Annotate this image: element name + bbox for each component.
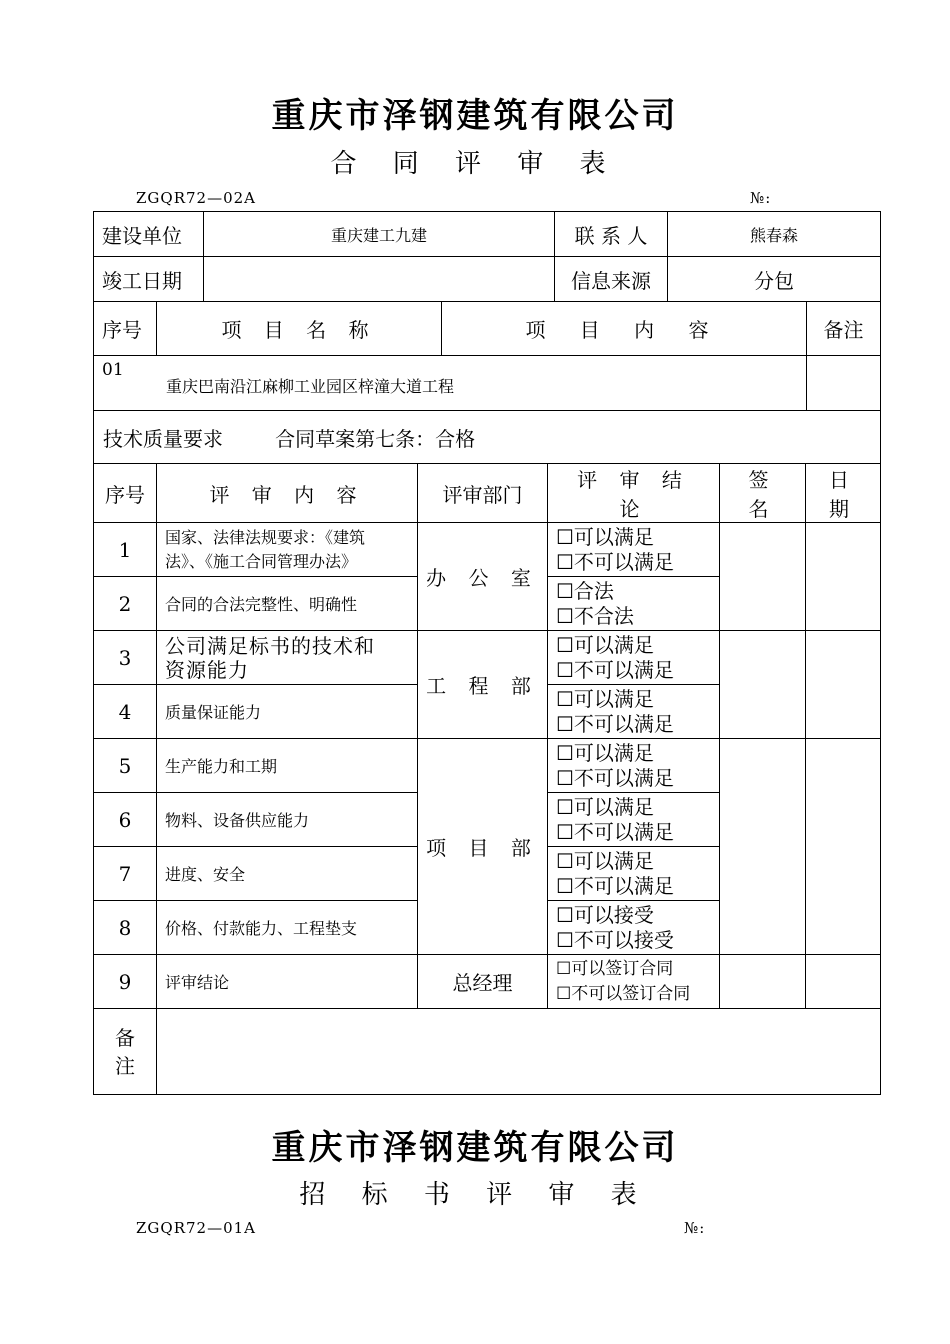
conclusion-options[interactable]: [548, 685, 720, 739]
project-remark-label: 备注: [807, 302, 881, 356]
checkbox-option[interactable]: ☐可以满足: [556, 848, 654, 873]
row-number: 6: [94, 793, 157, 847]
checkbox-option[interactable]: ☐不合法: [556, 603, 634, 628]
row-number: 8: [94, 901, 157, 955]
checkbox-option[interactable]: ☐不可以满足: [556, 549, 674, 574]
row-number: 9: [94, 955, 157, 1009]
conclusion-options[interactable]: [548, 955, 720, 1009]
project-name-label: 项 目 名 称: [157, 302, 442, 356]
table-row: [94, 523, 881, 577]
date-cell[interactable]: [806, 631, 881, 739]
review-item: 进度、安全: [157, 847, 418, 901]
conclusion-options[interactable]: [548, 523, 720, 577]
conclusion-options[interactable]: [548, 577, 720, 631]
footer-number-label: №:: [684, 1219, 706, 1237]
checkbox-option[interactable]: ☐可以满足: [556, 632, 654, 657]
conclusion-options[interactable]: [548, 631, 720, 685]
review-content-header: 评 审 内 容: [157, 464, 418, 523]
review-item: 质量保证能力: [157, 685, 418, 739]
footer-form-code: ZGQR72—01A: [136, 1219, 257, 1237]
sign-cell[interactable]: [720, 523, 806, 631]
remarks-content[interactable]: [157, 1009, 881, 1095]
form-title: 合 同 评 审 表: [330, 149, 620, 179]
review-item: 合同的合法完整性、明确性: [157, 577, 418, 631]
review-item: 公司满足标书的技术和 资源能力: [157, 631, 418, 685]
review-seq-header: 序号: [94, 464, 157, 523]
checkbox-option[interactable]: ☐不可以满足: [556, 711, 674, 736]
checkbox-option[interactable]: ☐不可以满足: [556, 765, 674, 790]
date-cell[interactable]: [806, 955, 881, 1009]
completion-date-label: 竣工日期: [94, 257, 204, 302]
company-title: 重庆市泽钢建筑有限公司: [271, 96, 679, 136]
conclusion-options[interactable]: [548, 793, 720, 847]
project-row: [94, 356, 807, 411]
contact-value[interactable]: 熊春森: [668, 212, 881, 257]
conclusion-options[interactable]: [548, 901, 720, 955]
checkbox-option[interactable]: ☐不可以接受: [556, 927, 674, 952]
construction-unit-label: 建设单位: [94, 212, 204, 257]
review-item: 评审结论: [157, 955, 418, 1009]
review-date-header: 日 期: [806, 464, 881, 523]
tech-row: [94, 411, 881, 464]
date-cell[interactable]: [806, 523, 881, 631]
project-seq-label: 序号: [94, 302, 157, 356]
review-item: 国家、法律法规要求：《建筑 法》、《施工合同管理办法》: [157, 523, 418, 577]
review-item: 价格、付款能力、工程垫支: [157, 901, 418, 955]
info-source-value[interactable]: 分包: [668, 257, 881, 302]
row-number: 3: [94, 631, 157, 685]
conclusion-options[interactable]: [548, 739, 720, 793]
project-table: [93, 301, 881, 464]
project-name[interactable]: 重庆巴南沿江麻柳工业园区梓潼大道工程: [166, 377, 455, 396]
tech-label: 技术质量要求: [103, 426, 223, 451]
checkbox-option[interactable]: ☐不可以满足: [556, 657, 674, 682]
review-sign-header: 签 名: [720, 464, 806, 523]
checkbox-option[interactable]: ☐可以满足: [556, 524, 654, 549]
completion-date-value[interactable]: [204, 257, 555, 302]
review-dept-header: 评审部门: [418, 464, 548, 523]
project-content-label: 项 目 内 容: [442, 302, 807, 356]
checkbox-option[interactable]: ☐合法: [556, 578, 614, 603]
conclusion-options[interactable]: [548, 847, 720, 901]
checkbox-option[interactable]: ☐可以签订合同: [556, 958, 674, 979]
checkbox-option[interactable]: ☐不可以签订合同: [556, 983, 691, 1004]
dept-project: 项 目 部: [418, 739, 548, 955]
form-code: ZGQR72—02A: [136, 189, 257, 207]
row-number: 5: [94, 739, 157, 793]
dept-gm: 总经理: [418, 955, 548, 1009]
row-number: 4: [94, 685, 157, 739]
checkbox-option[interactable]: ☐可以满足: [556, 740, 654, 765]
table-row: [94, 955, 881, 1009]
form-number-label: №:: [750, 189, 772, 207]
tech-value[interactable]: 合同草案第七条：合格: [275, 426, 476, 451]
construction-unit-value[interactable]: 重庆建工九建: [204, 212, 555, 257]
checkbox-option[interactable]: ☐不可以满足: [556, 819, 674, 844]
checkbox-option[interactable]: ☐不可以满足: [556, 873, 674, 898]
table-row: [94, 631, 881, 685]
contact-label: 联 系 人: [555, 212, 668, 257]
review-table: [93, 463, 881, 1095]
date-cell[interactable]: [806, 739, 881, 955]
sign-cell[interactable]: [720, 739, 806, 955]
info-table: [93, 211, 881, 302]
table-row: [94, 739, 881, 793]
review-conclusion-header: 评 审 结 论: [548, 464, 720, 523]
dept-engineering: 工 程 部: [418, 631, 548, 739]
project-seq: 01: [102, 360, 124, 380]
checkbox-option[interactable]: ☐可以满足: [556, 686, 654, 711]
row-number: 1: [94, 523, 157, 577]
checkbox-option[interactable]: ☐可以满足: [556, 794, 654, 819]
footer-company-title: 重庆市泽钢建筑有限公司: [271, 1128, 679, 1168]
footer-form-title: 招 标 书 评 审 表: [299, 1180, 651, 1210]
project-remark[interactable]: [807, 356, 881, 411]
info-source-label: 信息来源: [555, 257, 668, 302]
sign-cell[interactable]: [720, 955, 806, 1009]
review-item: 物料、设备供应能力: [157, 793, 418, 847]
dept-office: 办 公 室: [418, 523, 548, 631]
row-number: 2: [94, 577, 157, 631]
review-item: 生产能力和工期: [157, 739, 418, 793]
row-number: 7: [94, 847, 157, 901]
sign-cell[interactable]: [720, 631, 806, 739]
remarks-label: 备 注: [94, 1009, 157, 1095]
checkbox-option[interactable]: ☐可以接受: [556, 902, 654, 927]
